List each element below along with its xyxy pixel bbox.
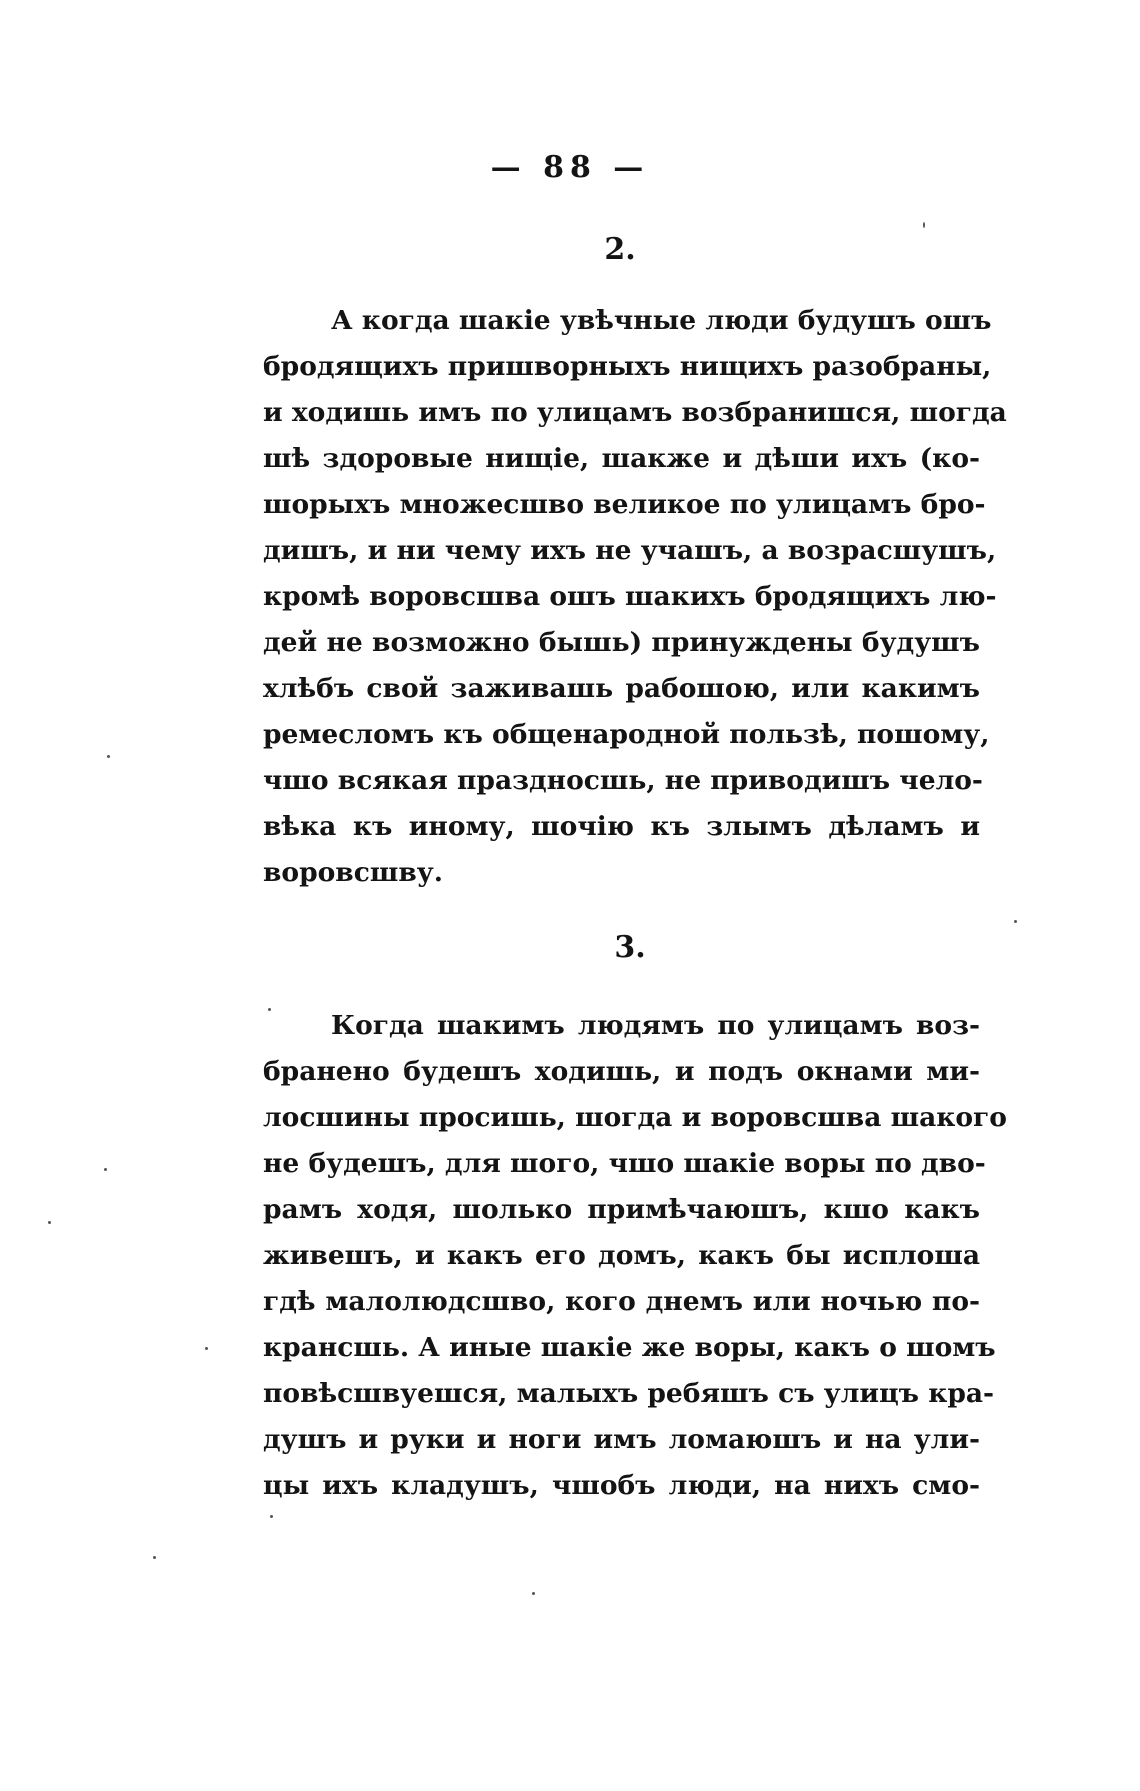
text-line: душъ и руки и ноги имъ ломаюшъ и на ули- bbox=[263, 1424, 980, 1455]
text-line: повѣсшвуешся, малыхъ ребяшъ съ улицъ кра- bbox=[263, 1378, 995, 1409]
scan-speck bbox=[270, 1515, 273, 1518]
text-line: шѣ здоровые нищіе, шакже и дѣши ихъ (ко- bbox=[263, 443, 980, 474]
text-line: Когда шакимъ людямъ по улицамъ воз- bbox=[331, 1010, 980, 1041]
text-line: бранено будешъ ходишь, и подъ окнами ми- bbox=[263, 1056, 980, 1087]
text-line: вѣка къ иному, шочію къ злымъ дѣламъ и bbox=[263, 811, 980, 842]
scan-speck bbox=[1014, 920, 1017, 923]
text-line: шорыхъ множесшво великое по улицамъ бро- bbox=[263, 489, 986, 520]
text-line: живешъ, и какъ его домъ, какъ бы исплоша bbox=[263, 1240, 980, 1271]
scan-speck bbox=[923, 222, 925, 228]
text-line: кромѣ воровсшва ошъ шакихъ бродящихъ лю- bbox=[263, 581, 997, 612]
text-line: ремесломъ къ общенародной пользѣ, пошому, bbox=[263, 719, 990, 750]
text-line: бродящихъ пришворныхъ нищихъ разобраны, bbox=[263, 351, 992, 382]
text-line: рамъ ходя, шолько примѣчаюшъ, кшо какъ bbox=[263, 1194, 980, 1225]
section-number-3: 3. bbox=[614, 930, 646, 965]
text-line: воровсшву. bbox=[263, 857, 443, 888]
section-2-paragraph bbox=[263, 298, 1007, 896]
text-line: лосшины просишь, шогда и воровсшва шакого bbox=[263, 1102, 1007, 1133]
scan-speck bbox=[205, 1347, 208, 1350]
text-line: не будешъ, для шого, чшо шакіе воры по дво- bbox=[263, 1148, 986, 1179]
scan-speck bbox=[153, 1556, 156, 1559]
text-line: гдѣ малолюдсшво, кого днемъ или ночью по- bbox=[263, 1286, 980, 1317]
section-3-paragraph bbox=[263, 1003, 1007, 1509]
text-line: и ходишь имъ по улицамъ возбранишся, шогда bbox=[263, 397, 1007, 428]
scan-speck bbox=[48, 1221, 51, 1224]
text-line: хлѣбъ свой заживашь рабошою, или какимъ bbox=[263, 673, 980, 704]
page-number-header: — 88 — bbox=[490, 150, 650, 185]
text-line: А когда шакіе увѣчные люди будушъ ошъ bbox=[331, 305, 992, 336]
text-line: чшо всякая праздносшь, не приводишъ чело- bbox=[263, 765, 983, 796]
text-line: дей не возможно бышь) принуждены будушъ bbox=[263, 627, 980, 658]
text-line: дишъ, и ни чему ихъ не учашъ, а возрасшушъ, bbox=[263, 535, 997, 566]
scan-speck bbox=[268, 1008, 271, 1011]
section-number-2: 2. bbox=[604, 232, 636, 267]
text-line: цы ихъ кладушъ, чшобъ люди, на нихъ смо- bbox=[263, 1470, 980, 1501]
scan-speck bbox=[107, 755, 110, 758]
scan-speck bbox=[532, 1592, 535, 1595]
text-line: крансшь. А иные шакіе же воры, какъ о шомъ bbox=[263, 1332, 996, 1363]
scan-speck bbox=[104, 1168, 107, 1171]
